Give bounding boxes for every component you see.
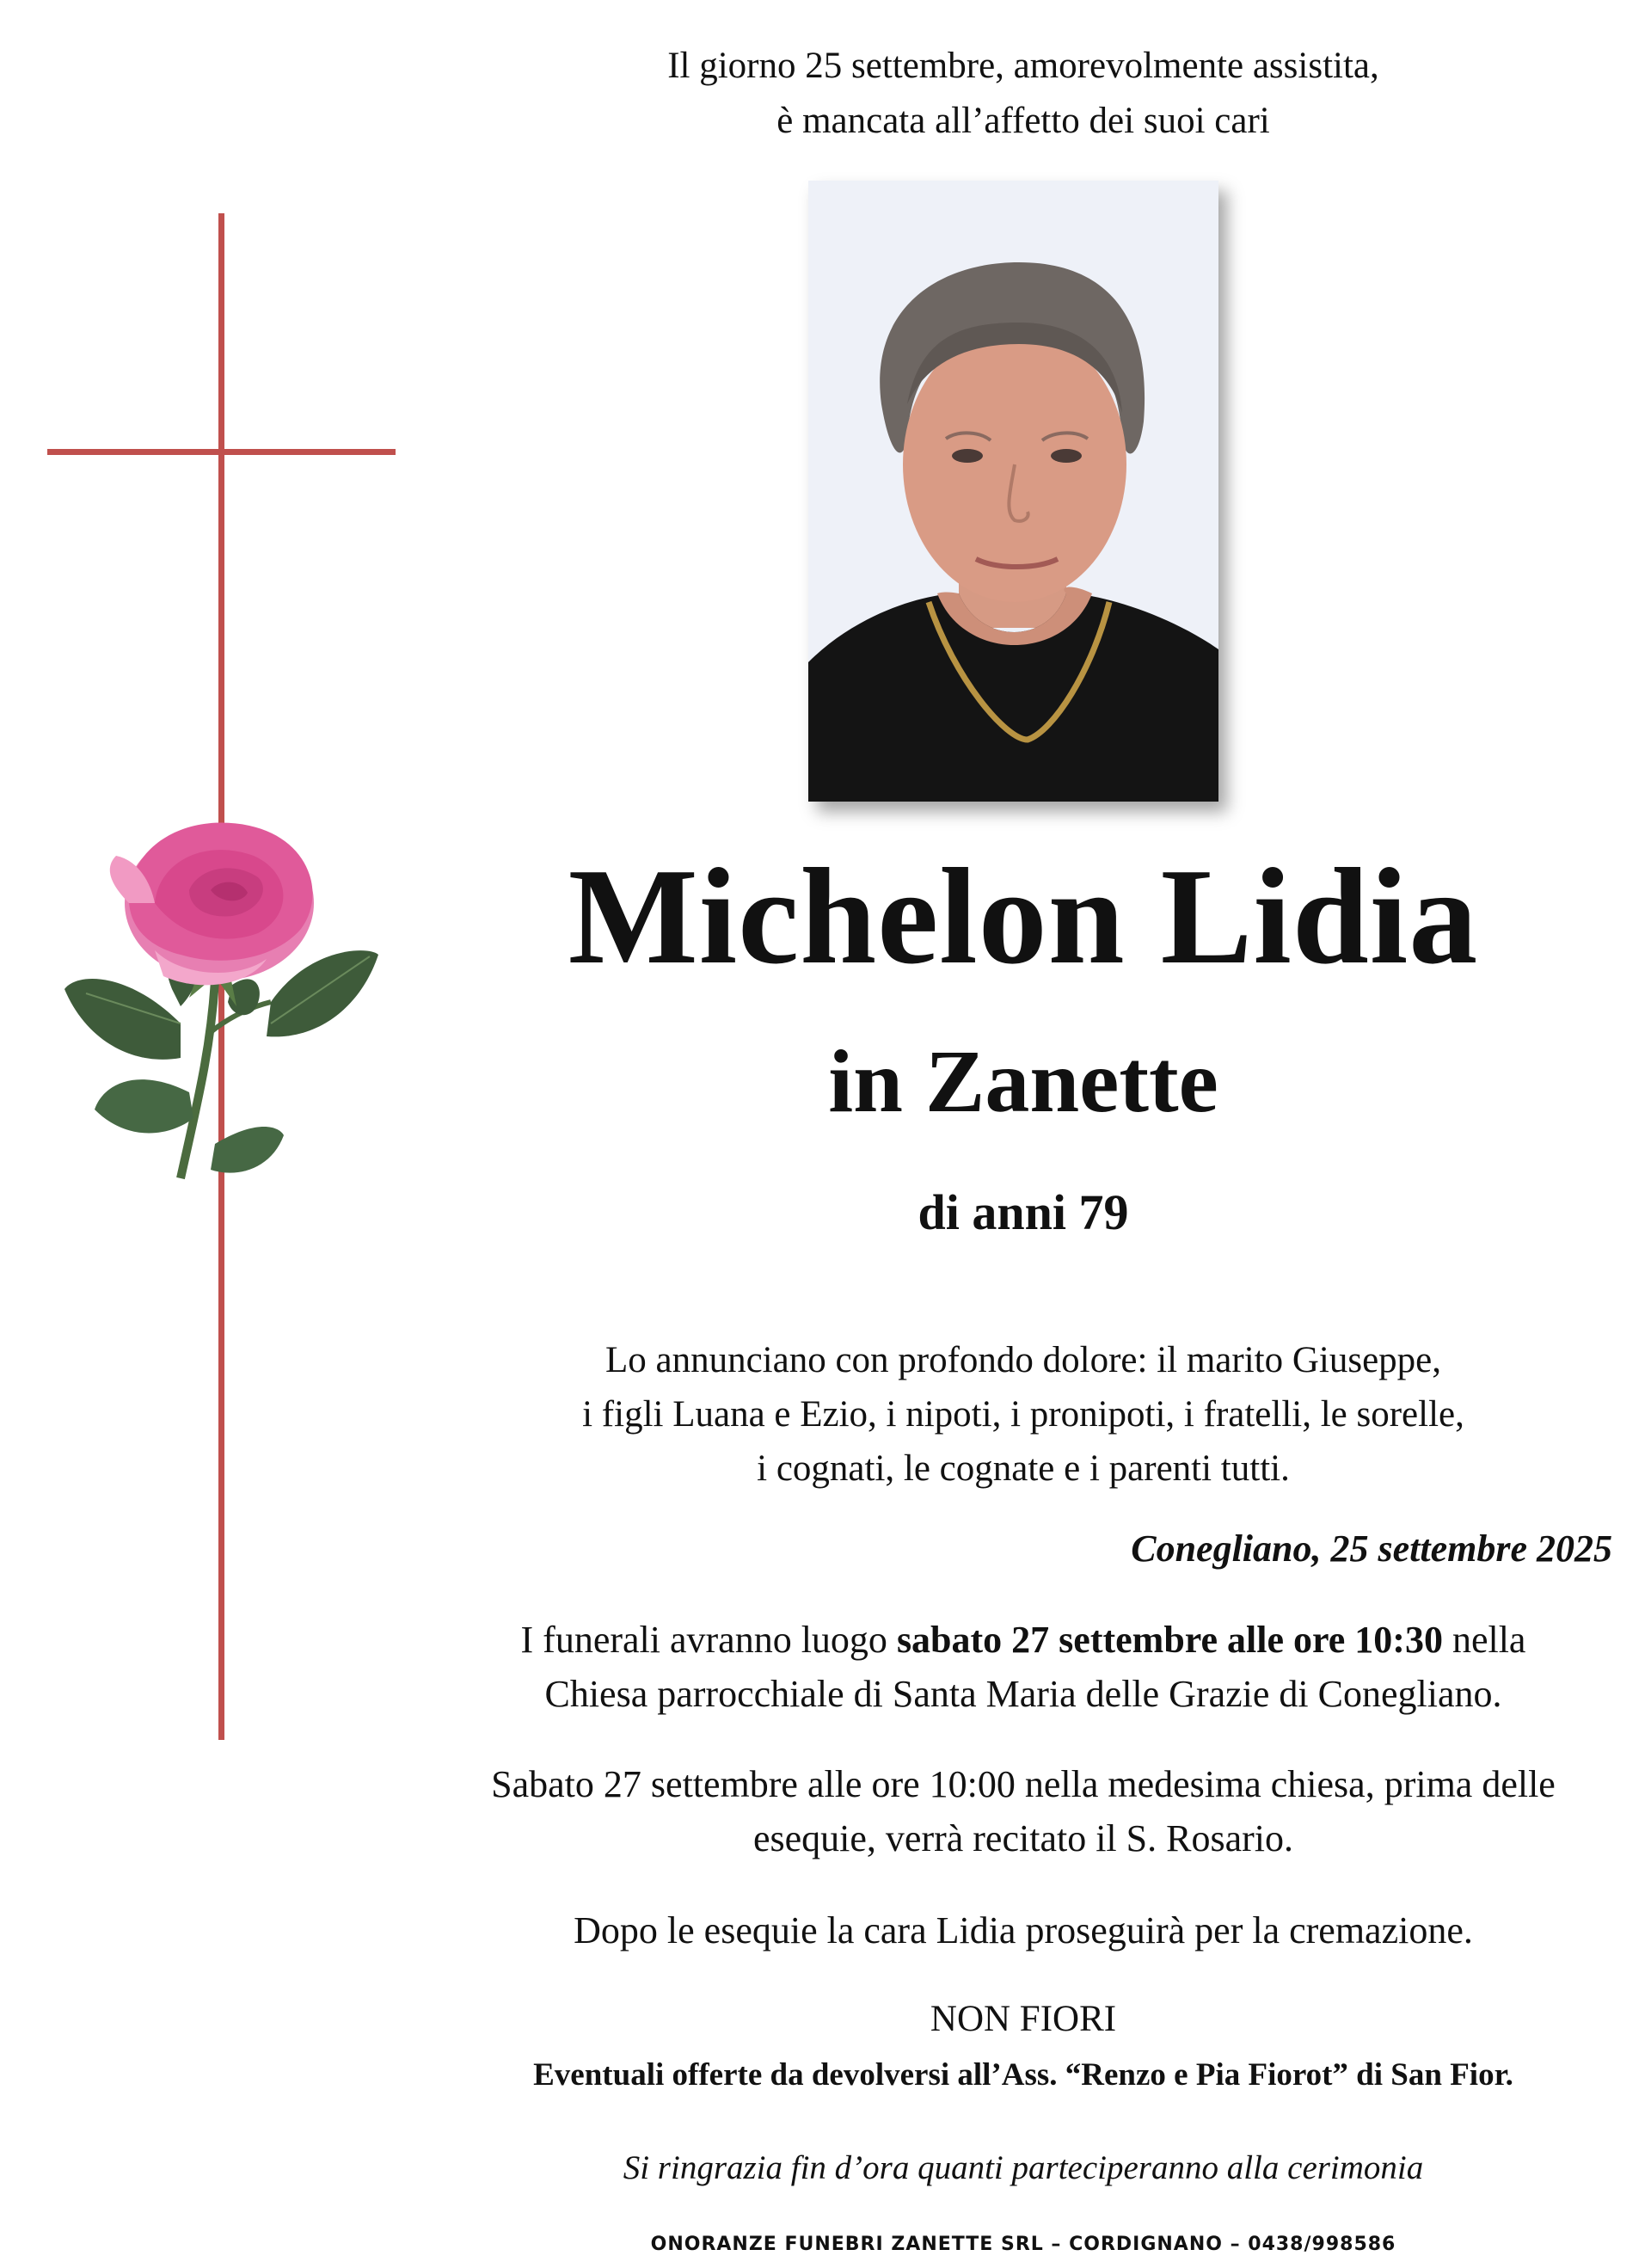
funeral-datetime: sabato 27 settembre alle ore 10:30 — [896, 1619, 1443, 1661]
funeral-line-2: Chiesa parrocchiale di Santa Maria delle Grazie di Conegliano. — [544, 1673, 1502, 1715]
deceased-name: Michelon Lidia — [568, 839, 1479, 993]
funeral-home-footer: ONORANZE FUNEBRI ZANETTE SRL – CORDIGNANO – 0438/998586 — [650, 2234, 1396, 2255]
funeral-info — [421, 1613, 1625, 1721]
funeral-prefix: I funerali avranno luogo — [520, 1619, 897, 1661]
married-name: in Zanette — [828, 1032, 1218, 1131]
rosary-line-1: Sabato 27 settembre alle ore 10:00 nella medesima chiesa, prima delle — [491, 1763, 1556, 1805]
announcement — [421, 1333, 1625, 1496]
intro-line-1: Il giorno 25 settembre, amorevolmente assistita, — [667, 46, 1379, 86]
rosary-info — [421, 1757, 1625, 1865]
announcement-line-3: i cognati, le cognate e i parenti tutti. — [757, 1448, 1290, 1489]
announcement-line-1: Lo annunciano con profondo dolore: il marito Giuseppe, — [605, 1340, 1442, 1380]
thanks-note: Si ringrazia fin d’ora quanti parteciperanno alla cerimonia — [623, 2149, 1424, 2186]
rosary-line-2: esequie, verrà recitato il S. Rosario. — [752, 1817, 1293, 1859]
place-date: Conegliano, 25 settembre 2025 — [1131, 1527, 1612, 1570]
portrait-photo — [808, 181, 1218, 802]
intro-text — [421, 39, 1625, 149]
funeral-suffix: nella — [1442, 1619, 1526, 1661]
age: di anni 79 — [918, 1184, 1129, 1240]
funeral-line-1 — [421, 1613, 1625, 1667]
rose-icon — [52, 808, 396, 1238]
donations-note: Eventuali offerte da devolversi all’Ass. “Renzo e Pia Fiorot” di San Fior. — [533, 2057, 1513, 2093]
announcement-line-2: i figli Luana e Ezio, i nipoti, i pronipoti, i fratelli, le sorelle, — [582, 1394, 1464, 1435]
intro-line-2: è mancata all’affetto dei suoi cari — [776, 101, 1270, 141]
cremation-note: Dopo le esequie la cara Lidia proseguirà per la cremazione. — [574, 1909, 1473, 1951]
no-flowers: NON FIORI — [930, 1999, 1117, 2039]
